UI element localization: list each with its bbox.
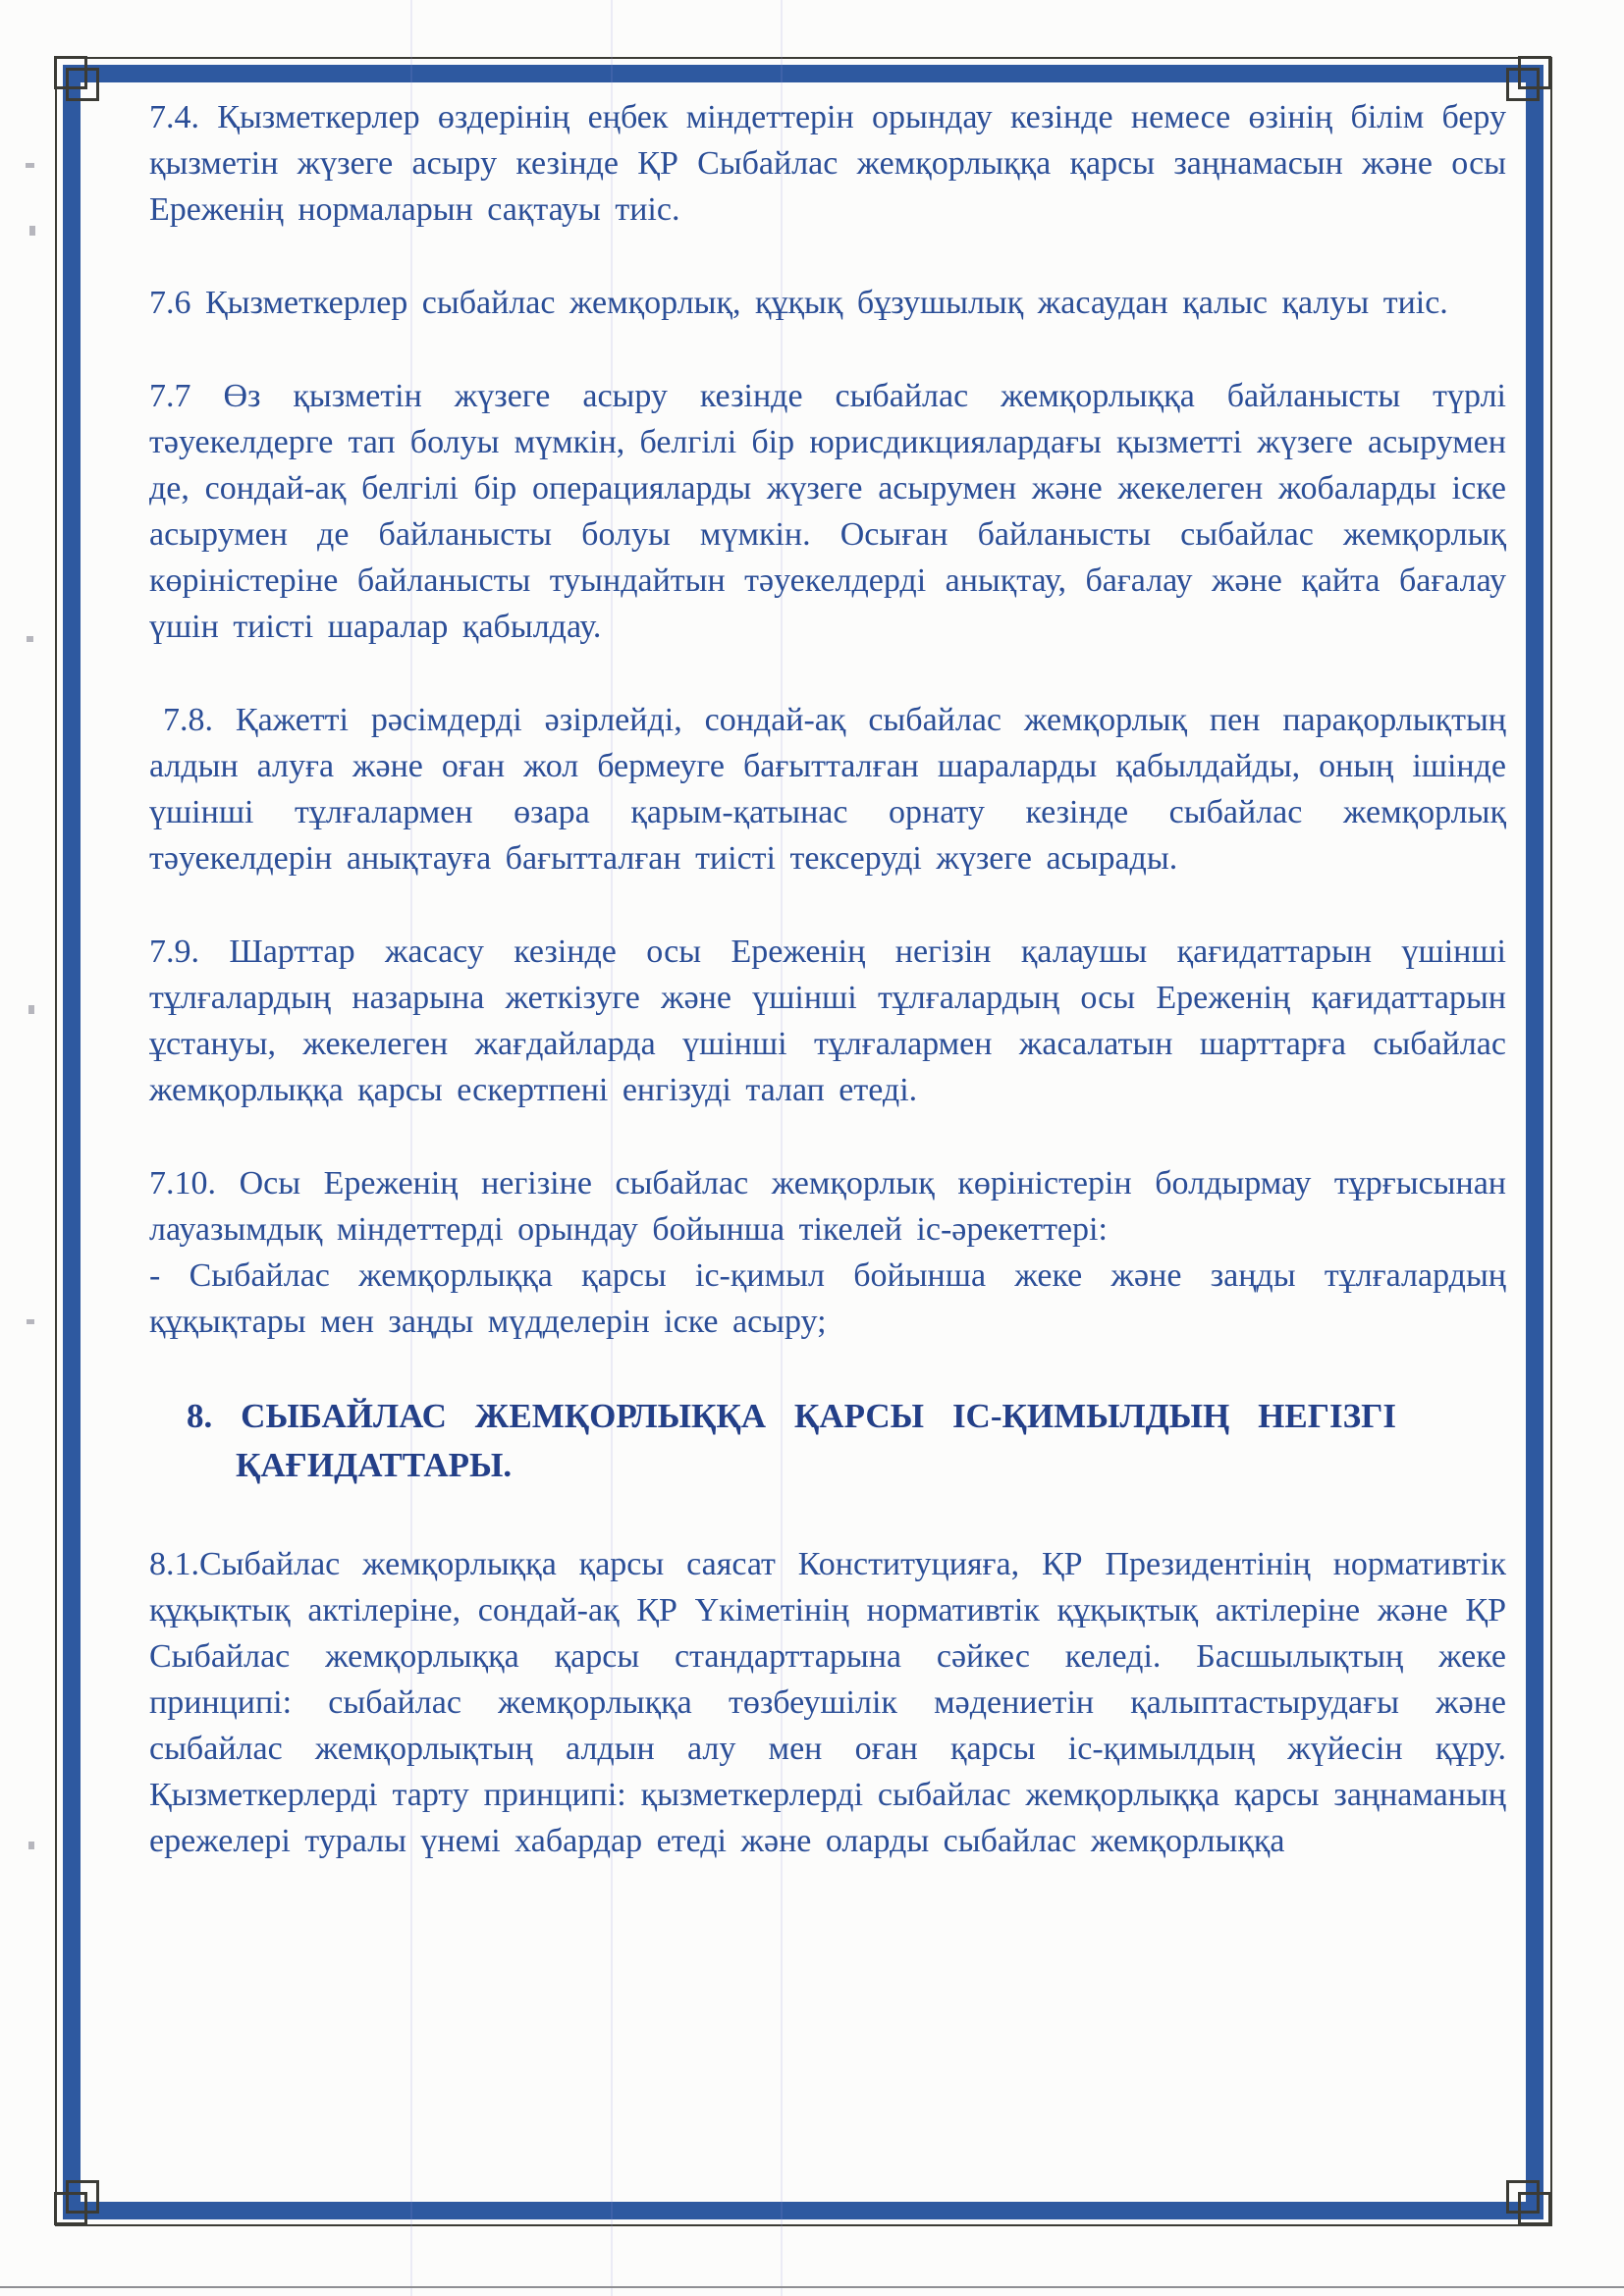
paragraph-7-4: 7.4. Қызметкерлер өздерінің еңбек міндеттерін орындау кезінде немесе өзінің білім беру қызметін жүзеге асыру кезінде ҚР Сыбайлас жемқорлыққа қарсы заңнамасын және осы Ереженің нормаларын сақтауы тиіс. [149,99,1506,228]
corner-ornament-square [66,2180,99,2214]
section-8-heading: 8. СЫБАЙЛАС ЖЕМҚОРЛЫҚҚА ҚАРСЫ ІС-ҚИМЫЛДЫҢ НЕГІЗГІ ҚАҒИДАТТАРЫ. [187,1397,1396,1484]
scan-edge-mark [27,636,33,642]
scan-edge-mark [28,1842,34,1849]
scan-edge-mark [28,1005,34,1014]
corner-ornament-square [66,68,99,101]
corner-ornament-square [1506,2180,1540,2214]
paragraph-7-6: 7.6 Қызметкерлер сыбайлас жемқорлық, құқық бұзушылық жасаудан қалыс қалуы тиіс. [149,285,1448,321]
corner-ornament-square [1506,68,1540,101]
scan-edge-mark [26,163,34,168]
document-content [149,94,1506,1911]
scan-edge-mark [27,1319,34,1324]
paragraph-7-8: 7.8. Қажетті рәсімдерді әзірлейді, сондай-ақ сыбайлас жемқорлық пен парақорлықтың алдын алуға және оған жол бермеуге бағытталған шараларды қабылдайды, оның ішінде үшінші тұлғалармен өзара қарым-қатынас орнату кезінде сыбайлас жемқорлық тәуекелдерін анықтауға бағытталған тиісті тексеруді жүзеге асырады. [149,702,1506,877]
scan-page-edge [0,2286,1624,2288]
paragraph-7-9: 7.9. Шарттар жасасу кезінде осы Ереженің негізін қалаушы қағидаттарын үшінші тұлғалардың назарына жеткізуге және үшінші тұлғалардың осы Ереженің қағидаттарын ұстануы, жекелеген жағдайларда үшінші тұлғалармен жасалатын шарттарға сыбайлас жемқорлыққа қарсы ескертпені енгізуді талап етеді. [149,934,1506,1108]
scan-edge-mark [29,226,35,236]
paragraph-7-10-text: 7.10. Осы Ереженің негізіне сыбайлас жемқорлық көріністерін болдырмау тұрғысынан лауазымдық міндеттерді орындау бойынша тікелей іс-әрекеттері: [149,1165,1506,1248]
paragraph-7-10-list-item: - Сыбайлас жемқорлыққа қарсы іс-қимыл бойынша жеке және заңды тұлғалардың құқықтары мен заңды мүдделерін іске асыру; [149,1257,1506,1340]
paragraph-7-7: 7.7 Өз қызметін жүзеге асыру кезінде сыбайлас жемқорлыққа байланысты түрлі тәуекелдерге тап болуы мүмкін, белгілі бір юрисдикциялардағы қызметті жүзеге асырумен де, сондай-ақ белгілі бір операцияларды жүзеге асырумен және жекелеген жобаларды іске асырумен де байланысты болуы мүмкін. Осыған байланысты сыбайлас жемқорлық көріністеріне байланысты туындайтын тәуекелдерді анықтау, бағалау және қайта бағалау үшін тиісті шаралар қабылдау. [149,378,1506,645]
paragraph-8-1: 8.1.Сыбайлас жемқорлыққа қарсы саясат Конституцияға, ҚР Президентінің нормативтік құқықтық актілеріне, сондай-ақ ҚР Үкіметінің нормативтік құқықтық актілеріне және ҚР Сыбайлас жемқорлыққа қарсы стандарттарына сәйкес келеді. Басшылықтың жеке принципі: сыбайлас жемқорлыққа төзбеушілік мәдениетін қалыптастырудағы және сыбайлас жемқорлықтың алдын алу мен оған қарсы іс-қимылдың жүйесін құру. Қызметкерлерді тарту принципі: қызметкерлерді сыбайлас жемқорлыққа қарсы заңнаманың ережелері туралы үнемі хабардар етеді және оларды сыбайлас жемқорлыққа [149,1546,1506,1859]
paragraph-7-10 [149,1160,1506,1345]
